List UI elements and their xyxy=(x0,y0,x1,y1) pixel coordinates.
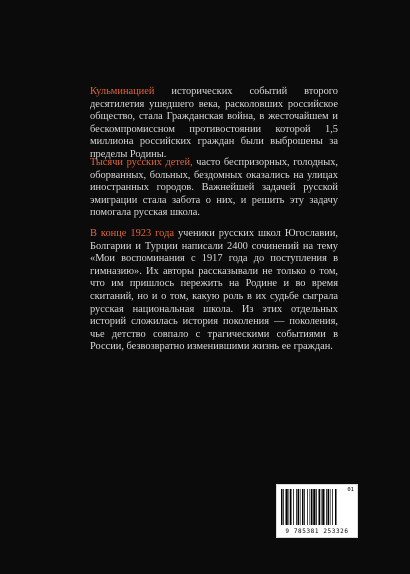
paragraph-children xyxy=(90,157,338,220)
barcode-bars xyxy=(281,489,353,525)
barcode-bar xyxy=(298,489,300,525)
barcode-bar xyxy=(316,489,317,525)
barcode-bar xyxy=(330,489,331,525)
barcode-bar xyxy=(322,489,324,525)
paragraph-culmination xyxy=(90,86,338,162)
barcode-bar xyxy=(313,489,315,525)
barcode-bar xyxy=(328,489,330,525)
barcode-bar xyxy=(281,489,283,525)
barcode-bar xyxy=(310,489,311,525)
barcode-bar xyxy=(293,489,294,525)
barcode-bar xyxy=(311,489,313,525)
paragraph-body: исторических событий второго десятилетия ушедшего века, расколовших российское общество, стала Гражданская война, в жесточайшем и бескомпромиссном противостоянии которой 1,5 миллиона российских граждан были выброшены за пределы Родины. xyxy=(90,86,338,160)
isbn-barcode xyxy=(276,484,358,538)
barcode-bar xyxy=(296,489,297,525)
paragraph-body: ученики русских школ Югославии, Болгарии и Турции написали 2400 сочинений на тему «Мои воспоминания с 1917 года до поступления в гимназию». Их авторы рассказывали не только о том, что им пришлось пережить на Родине и во время скитаний, но и о том, какую роль в их судьбе сыграла русская национальная школа. Из этих отдельных историй сложилась история поколения — поколения, чье детство совпало с трагическими событиями в России, безвозвратно изменившими жизнь ее граждан. xyxy=(90,228,338,353)
paragraph-lead: Кульминацией xyxy=(90,86,155,97)
barcode-bar xyxy=(283,489,284,525)
barcode-bar xyxy=(335,489,337,525)
barcode-addon: 01 xyxy=(347,487,354,493)
paragraph-body: часто беспризорных, голодных, оборванных, больных, бездомных оказались на улицах иностранных городов. Важнейшей задачей русской эмиграции стала забота о них, и решить эту задачу помогала русская школа. xyxy=(90,157,338,219)
barcode-bar xyxy=(300,489,301,525)
barcode-bar xyxy=(286,489,288,525)
paragraph-lead: Тысячи русских детей, xyxy=(90,157,193,168)
barcode-bar xyxy=(302,489,304,525)
barcode-bar xyxy=(321,489,322,525)
barcode-bar xyxy=(326,489,327,525)
barcode-bar xyxy=(307,489,308,525)
barcode-bar xyxy=(332,489,333,525)
paragraph-lead: В конце 1923 года xyxy=(90,228,174,239)
barcode-bar xyxy=(289,489,290,525)
barcode-bar xyxy=(290,489,292,525)
barcode-bar xyxy=(304,489,305,525)
barcode-bar xyxy=(319,489,321,525)
paragraph-essays xyxy=(90,228,338,354)
barcode-digits: 9 785381 253326 xyxy=(285,528,349,535)
